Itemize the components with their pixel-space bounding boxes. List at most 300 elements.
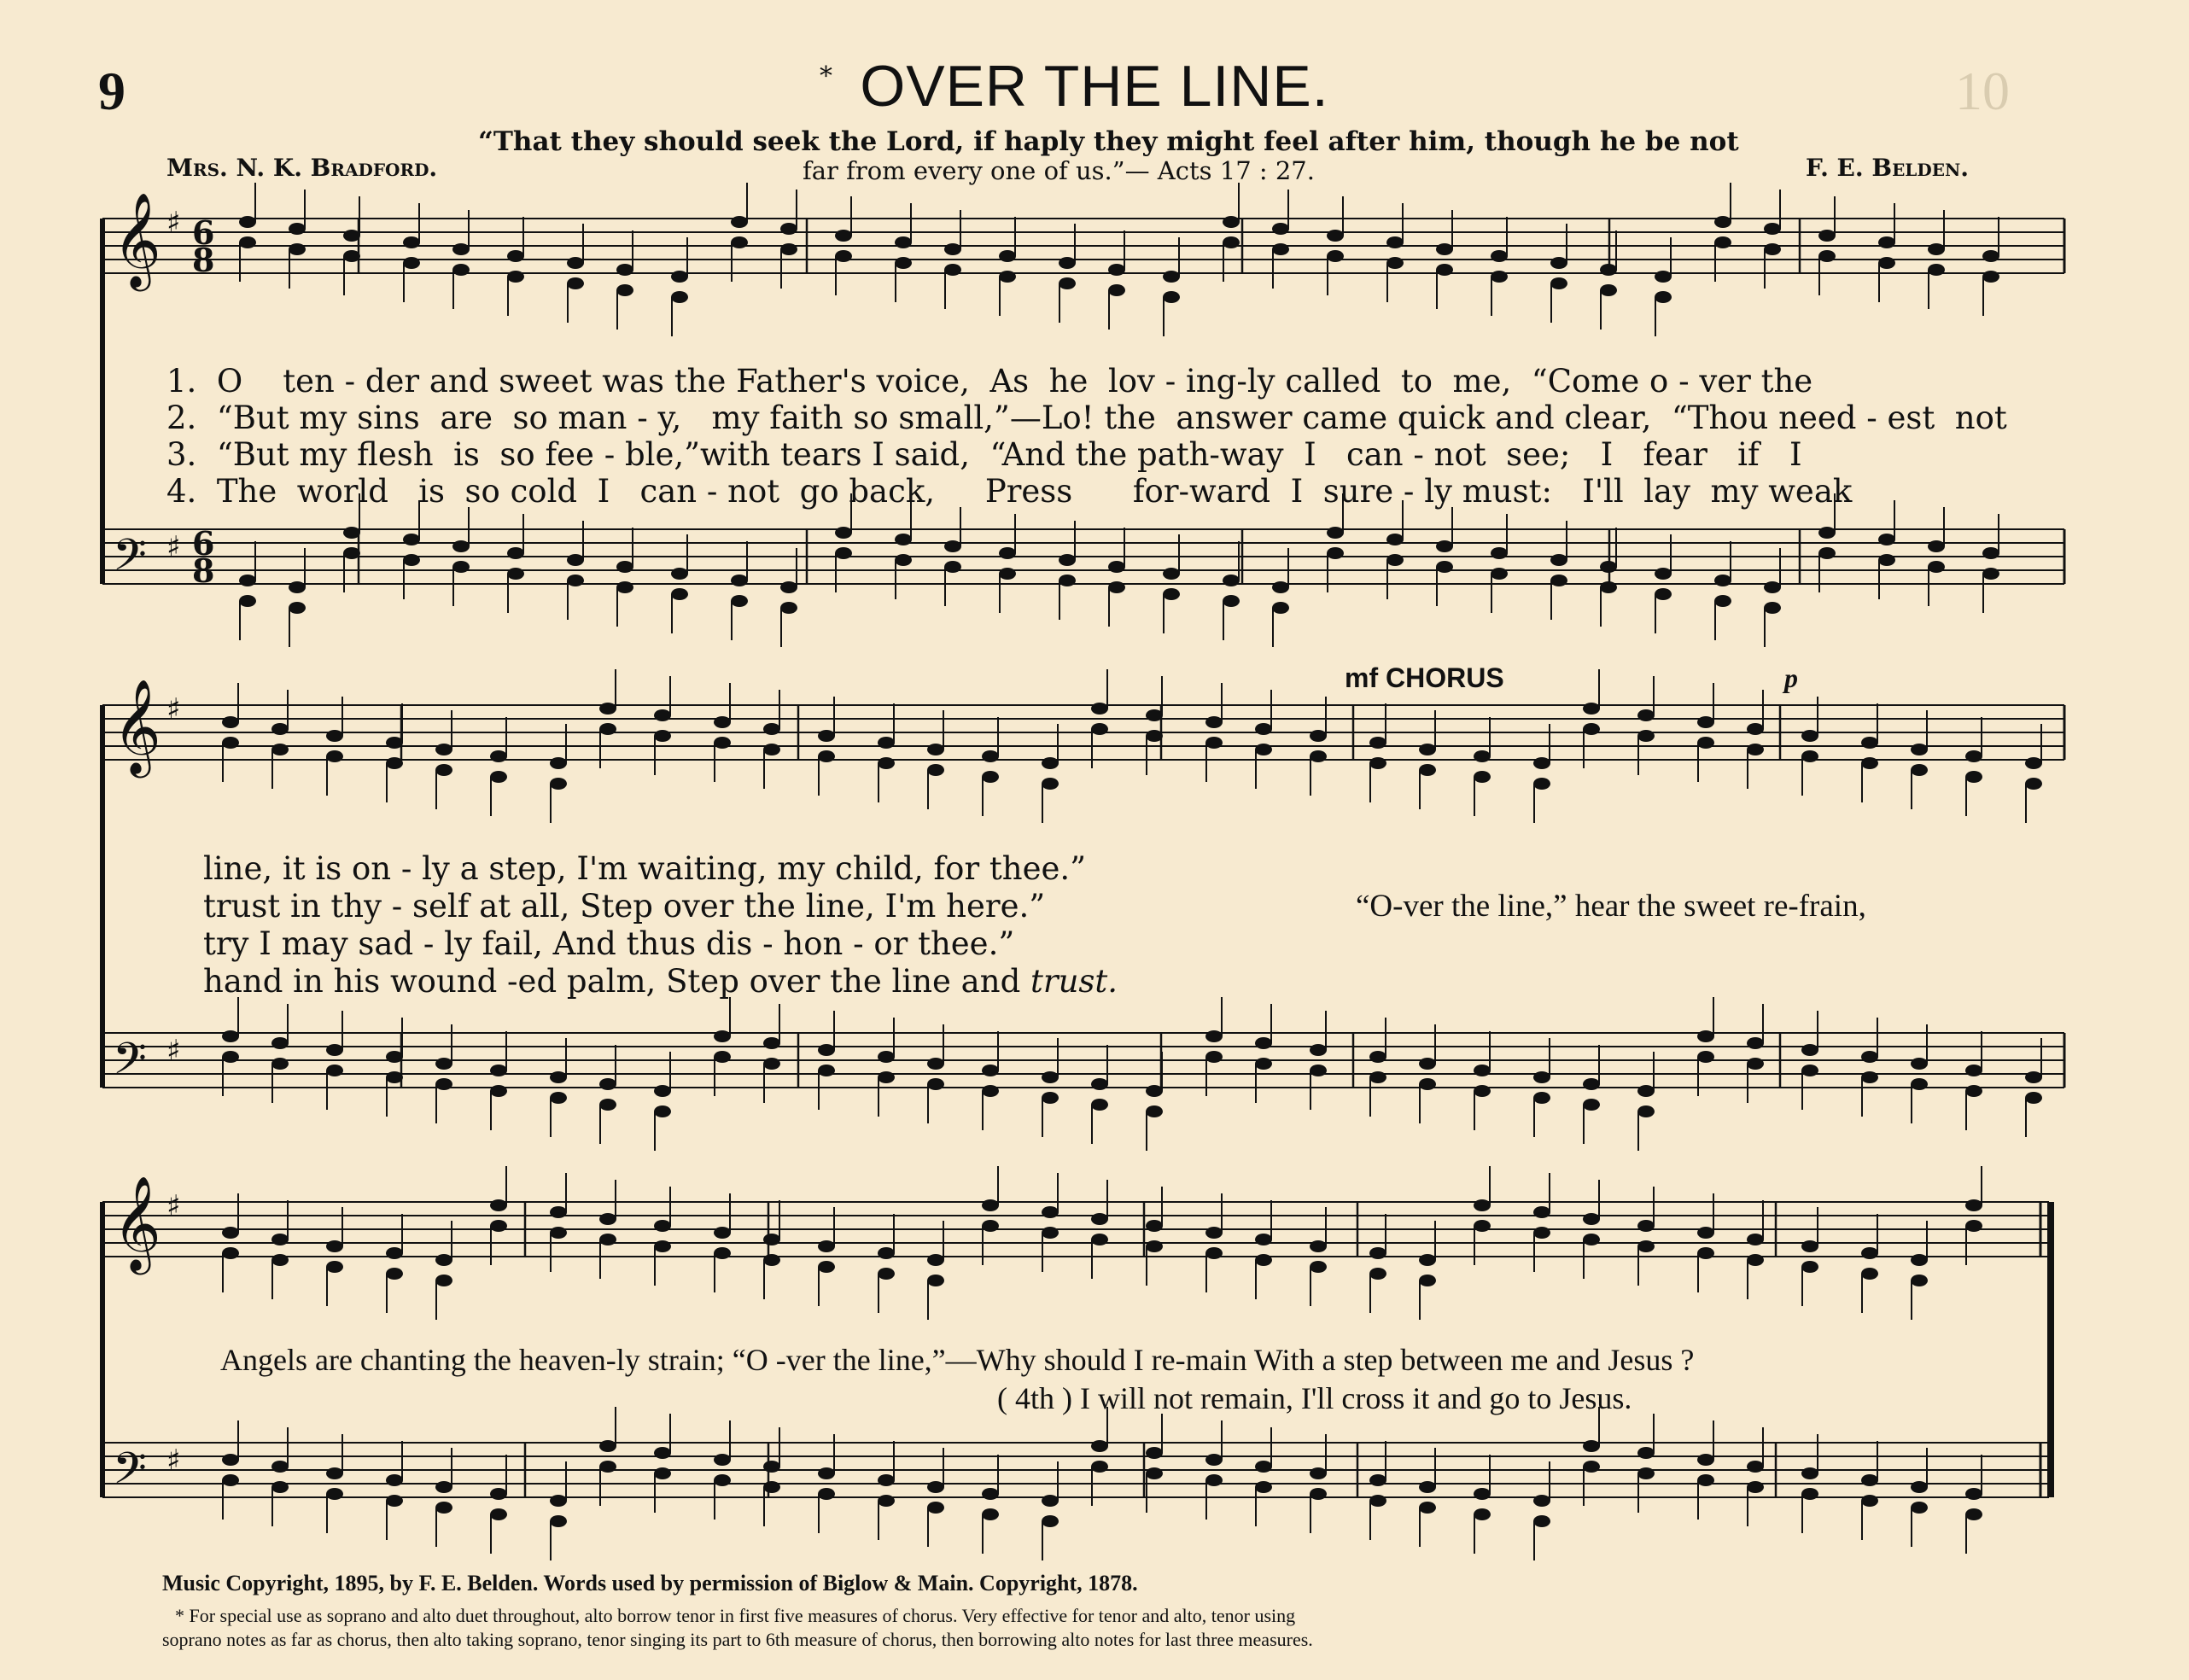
note-head	[1369, 1051, 1386, 1063]
note-head	[490, 1085, 507, 1097]
note-head	[326, 1261, 343, 1273]
note-head	[550, 1227, 567, 1239]
key-signature-sharp: ♯	[166, 530, 181, 564]
note-head	[326, 1467, 343, 1479]
note-head	[1965, 1085, 1982, 1097]
key-signature-sharp: ♯	[166, 1444, 181, 1478]
epigraph-line-1: “That they should seek the Lord, if haply they might feel after him, though he be not	[478, 126, 1739, 157]
copyright-notice: Music Copyright, 1895, by F. E. Belden. Words used by permission of Biglow & Main. Copyright, 1878.	[162, 1571, 1138, 1595]
note-head	[1059, 554, 1076, 566]
note-head	[780, 243, 797, 255]
note-head	[1600, 264, 1617, 276]
note-head	[714, 1474, 731, 1486]
note-head	[386, 1071, 403, 1083]
note-head	[1747, 1234, 1764, 1245]
note-head	[1310, 1467, 1327, 1479]
note-head	[271, 723, 289, 735]
note-head	[1550, 575, 1567, 586]
note-head	[1205, 1474, 1223, 1486]
note-head	[222, 1474, 239, 1486]
note-head	[1764, 602, 1781, 614]
note-head	[1474, 771, 1491, 783]
note-head	[1091, 1461, 1108, 1473]
note-head	[780, 581, 797, 593]
note-head	[1369, 1071, 1386, 1083]
note-head	[2025, 1092, 2042, 1104]
note-head	[550, 1071, 567, 1083]
note-head	[1861, 1051, 1878, 1063]
note-head	[1861, 1071, 1878, 1083]
note-head	[1697, 737, 1714, 749]
verse-2-line-2: trust in thy - self at all, Step over the line, I'm here.”	[203, 888, 1046, 925]
note-head	[1108, 284, 1125, 296]
treble-clef: 𝄞	[113, 678, 161, 774]
note-head	[1255, 1461, 1272, 1473]
note-head	[1386, 257, 1404, 269]
note-head	[654, 1467, 671, 1479]
italic-word: trust.	[1030, 963, 1118, 1000]
note-head	[1255, 1254, 1272, 1266]
note-head	[1310, 1044, 1327, 1056]
note-head	[927, 1254, 944, 1266]
note-head	[1637, 1467, 1655, 1479]
note-head	[1747, 1037, 1764, 1049]
verse-1-line-1	[166, 363, 2045, 400]
note-head	[1764, 223, 1781, 235]
note-head	[490, 1199, 507, 1211]
note-head	[403, 236, 420, 248]
note-head	[1637, 1220, 1655, 1232]
note-head	[1911, 1058, 1928, 1070]
note-head	[239, 216, 256, 228]
note-head	[1911, 1078, 1928, 1090]
note-head	[386, 1051, 403, 1063]
time-signature-top: 6	[192, 524, 215, 563]
note-head	[490, 771, 507, 783]
bleed-through-page-number: 10	[1955, 61, 2010, 121]
verse-number: 1.	[166, 363, 197, 400]
note-head	[289, 243, 306, 255]
note-head	[1714, 595, 1731, 607]
note-head	[878, 1268, 895, 1280]
note-head	[1697, 1474, 1714, 1486]
note-head	[567, 554, 584, 566]
note-head	[1327, 527, 1344, 539]
note-head	[1491, 250, 1508, 262]
note-head	[1474, 750, 1491, 762]
note-head	[452, 540, 470, 552]
note-head	[654, 709, 671, 721]
note-head	[999, 271, 1016, 283]
verse-text: “But my sins are so man - y, my faith so small,”—Lo! the answer came quick and clear, “Thou need - est not	[216, 400, 2007, 436]
note-head	[2025, 778, 2042, 790]
verse-text: The world is so cold I can - not go back, Press for-ward I sure - ly must: I'll lay my weak	[216, 473, 1853, 510]
note-head	[818, 1261, 835, 1273]
note-head	[1042, 1092, 1059, 1104]
note-head	[671, 568, 688, 580]
verse-text: “But my flesh is so fee - ble,”with tears I said, “And the path-way I can - not see; I fear if I	[216, 436, 1802, 473]
note-head	[1369, 737, 1386, 749]
note-head	[1637, 1105, 1655, 1117]
note-head	[818, 1065, 835, 1076]
note-head	[1272, 602, 1289, 614]
note-head	[878, 757, 895, 769]
note-head	[1223, 216, 1240, 228]
note-head	[289, 581, 306, 593]
note-head	[1386, 554, 1404, 566]
note-head	[835, 250, 852, 262]
note-head	[878, 1051, 895, 1063]
note-head	[1163, 588, 1180, 600]
note-head	[1474, 1220, 1491, 1232]
note-head	[1327, 547, 1344, 559]
note-head	[1714, 575, 1731, 586]
note-head	[714, 1454, 731, 1466]
note-head	[1697, 1454, 1714, 1466]
note-head	[1911, 1502, 1928, 1514]
note-head	[326, 1240, 343, 1252]
note-head	[1205, 1030, 1223, 1042]
note-head	[490, 1220, 507, 1232]
note-head	[1146, 1105, 1163, 1117]
note-head	[1042, 1227, 1059, 1239]
note-head	[507, 271, 524, 283]
chorus-refrain: “O-ver the line,” hear the sweet re-frain,	[1356, 889, 1866, 924]
note-head	[1928, 561, 1945, 573]
verse-number: 3.	[166, 436, 197, 473]
note-head	[1419, 744, 1436, 755]
note-head	[1583, 1461, 1600, 1473]
note-head	[1583, 723, 1600, 735]
note-head	[1419, 1275, 1436, 1286]
note-head	[1163, 291, 1180, 303]
note-head	[599, 1440, 616, 1452]
note-head	[1801, 1261, 1818, 1273]
note-head	[599, 723, 616, 735]
note-head	[654, 1105, 671, 1117]
note-head	[731, 595, 748, 607]
note-head	[599, 703, 616, 715]
note-head	[386, 1268, 403, 1280]
note-head	[1818, 527, 1836, 539]
note-head	[1146, 1085, 1163, 1097]
note-head	[386, 1474, 403, 1486]
note-head	[1419, 1078, 1436, 1090]
note-head	[763, 1481, 780, 1493]
verse-3-line-2: try I may sad - ly fail, And thus dis - hon - or thee.”	[203, 925, 1015, 962]
note-head	[1583, 1234, 1600, 1245]
note-head	[1583, 1078, 1600, 1090]
note-head	[1600, 561, 1617, 573]
note-head	[1583, 703, 1600, 715]
note-head	[1272, 581, 1289, 593]
note-head	[1818, 547, 1836, 559]
note-head	[1533, 1206, 1550, 1218]
note-head	[1436, 540, 1453, 552]
note-head	[763, 744, 780, 755]
note-head	[1637, 1240, 1655, 1252]
note-head	[1583, 1213, 1600, 1225]
treble-clef: 𝄞	[113, 1175, 161, 1271]
note-head	[403, 257, 420, 269]
note-head	[714, 1227, 731, 1239]
note-head	[1255, 1481, 1272, 1493]
page-number: 9	[98, 61, 126, 121]
hymn-title: OVER THE LINE.	[860, 54, 1329, 119]
note-head	[1369, 1247, 1386, 1259]
note-head	[1091, 1440, 1108, 1452]
note-head	[435, 1502, 452, 1514]
note-head	[550, 1206, 567, 1218]
note-head	[1533, 1515, 1550, 1527]
note-head	[507, 568, 524, 580]
note-head	[1801, 1467, 1818, 1479]
note-head	[271, 1037, 289, 1049]
note-head	[1801, 730, 1818, 742]
note-head	[326, 1044, 343, 1056]
note-head	[1747, 1461, 1764, 1473]
note-head	[999, 250, 1016, 262]
note-head	[671, 271, 688, 283]
note-head	[1911, 1275, 1928, 1286]
note-head	[386, 1495, 403, 1507]
note-head	[386, 737, 403, 749]
note-head	[1255, 1037, 1272, 1049]
note-head	[490, 750, 507, 762]
note-head	[878, 1495, 895, 1507]
key-signature-sharp: ♯	[166, 1189, 181, 1223]
note-head	[1583, 1099, 1600, 1111]
note-head	[731, 236, 748, 248]
note-head	[1747, 723, 1764, 735]
note-head	[222, 1227, 239, 1239]
note-head	[1533, 1071, 1550, 1083]
note-head	[567, 575, 584, 586]
note-head	[1205, 737, 1223, 749]
epigraph-line-2: far from every one of us.”— Acts 17 : 27.	[803, 156, 1315, 185]
note-head	[326, 1488, 343, 1500]
note-head	[671, 588, 688, 600]
note-head	[731, 575, 748, 586]
composer-credit: F. E. Belden.	[1806, 154, 1969, 182]
note-head	[599, 1234, 616, 1245]
note-head	[763, 1254, 780, 1266]
note-head	[435, 1481, 452, 1493]
note-head	[999, 547, 1016, 559]
note-head	[550, 1092, 567, 1104]
note-head	[239, 236, 256, 248]
note-head	[222, 1051, 239, 1063]
note-head	[1764, 243, 1781, 255]
note-head	[1491, 568, 1508, 580]
note-head	[1697, 716, 1714, 728]
verse-text: hand in his wound -ed palm, Step over the line and	[203, 963, 1021, 1000]
note-head	[1310, 1488, 1327, 1500]
note-head	[1491, 547, 1508, 559]
note-head	[895, 534, 912, 545]
note-head	[1697, 1247, 1714, 1259]
note-head	[818, 1488, 835, 1500]
note-head	[490, 1508, 507, 1520]
note-head	[1861, 1247, 1878, 1259]
note-head	[671, 291, 688, 303]
note-head	[1550, 257, 1567, 269]
note-head	[1310, 1240, 1327, 1252]
note-head	[982, 1199, 999, 1211]
note-head	[780, 602, 797, 614]
note-head	[1928, 540, 1945, 552]
note-head	[1637, 730, 1655, 742]
note-head	[835, 547, 852, 559]
note-head	[239, 575, 256, 586]
note-head	[326, 730, 343, 742]
note-head	[1965, 1220, 1982, 1232]
note-head	[1205, 1454, 1223, 1466]
note-head	[550, 1495, 567, 1507]
note-head	[982, 750, 999, 762]
note-head	[1533, 1092, 1550, 1104]
note-head	[1878, 236, 1895, 248]
note-head	[1272, 223, 1289, 235]
note-head	[1091, 1099, 1108, 1111]
note-head	[1714, 216, 1731, 228]
note-head	[343, 230, 360, 242]
note-head	[654, 1220, 671, 1232]
note-head	[654, 730, 671, 742]
note-head	[1369, 757, 1386, 769]
note-head	[271, 744, 289, 755]
verse-4-line-2	[203, 963, 1118, 1000]
note-head	[326, 1065, 343, 1076]
dynamic-piano: p	[1784, 662, 1798, 693]
note-head	[435, 1078, 452, 1090]
note-head	[1091, 1213, 1108, 1225]
note-head	[895, 554, 912, 566]
note-head	[1747, 1481, 1764, 1493]
note-head	[343, 527, 360, 539]
note-head	[550, 1515, 567, 1527]
note-head	[452, 243, 470, 255]
note-head	[452, 561, 470, 573]
note-head	[1163, 568, 1180, 580]
note-head	[1436, 561, 1453, 573]
note-head	[599, 1461, 616, 1473]
note-head	[1205, 1227, 1223, 1239]
note-head	[1091, 703, 1108, 715]
note-head	[1419, 1058, 1436, 1070]
note-head	[927, 1058, 944, 1070]
verse-text: O ten - der and sweet was the Father's voice, As he lov - ing-ly called to me, “Come o - ver the	[216, 363, 1813, 400]
note-head	[1583, 1440, 1600, 1452]
note-head	[763, 1037, 780, 1049]
verse-3-line-1	[166, 436, 2045, 473]
note-head	[1801, 1065, 1818, 1076]
note-head	[1255, 723, 1272, 735]
note-head	[490, 1065, 507, 1076]
note-head	[222, 737, 239, 749]
note-head	[982, 1065, 999, 1076]
note-head	[714, 1247, 731, 1259]
note-head	[1928, 264, 1945, 276]
note-head	[1163, 271, 1180, 283]
note-head	[927, 744, 944, 755]
note-head	[1911, 1254, 1928, 1266]
title-footnote-marker: *	[820, 61, 832, 91]
note-head	[616, 284, 633, 296]
note-head	[714, 1051, 731, 1063]
note-head	[1474, 1065, 1491, 1076]
note-head	[1655, 271, 1672, 283]
note-head	[1600, 284, 1617, 296]
note-head	[403, 534, 420, 545]
key-signature-sharp: ♯	[166, 692, 181, 726]
note-head	[1637, 1085, 1655, 1097]
note-head	[343, 250, 360, 262]
note-head	[1419, 1254, 1436, 1266]
verse-number: 2.	[166, 400, 197, 436]
note-head	[1965, 1488, 1982, 1500]
note-head	[2025, 757, 2042, 769]
note-head	[1637, 1447, 1655, 1459]
note-head	[271, 1254, 289, 1266]
note-head	[818, 730, 835, 742]
note-head	[835, 527, 852, 539]
note-head	[490, 1488, 507, 1500]
note-head	[780, 223, 797, 235]
note-head	[1042, 1495, 1059, 1507]
note-head	[1801, 1488, 1818, 1500]
note-head	[763, 723, 780, 735]
note-head	[927, 764, 944, 776]
note-head	[895, 236, 912, 248]
note-head	[386, 757, 403, 769]
note-head	[927, 1275, 944, 1286]
verse-4-line-1	[166, 473, 2045, 510]
note-head	[1146, 1467, 1163, 1479]
note-head	[1205, 716, 1223, 728]
note-head	[1255, 1058, 1272, 1070]
note-head	[599, 1213, 616, 1225]
note-head	[289, 602, 306, 614]
note-head	[435, 1275, 452, 1286]
note-head	[982, 1488, 999, 1500]
note-head	[1310, 1261, 1327, 1273]
performance-note-1: * For special use as soprano and alto duet throughout, alto borrow tenor in first five measures of chorus. Very effective for tenor and alto, tenor using	[175, 1605, 1296, 1626]
note-head	[927, 1078, 944, 1090]
note-head	[271, 1058, 289, 1070]
note-head	[1801, 1240, 1818, 1252]
note-head	[1911, 1481, 1928, 1493]
note-head	[1369, 1474, 1386, 1486]
note-head	[1982, 250, 1999, 262]
note-head	[1533, 1495, 1550, 1507]
note-head	[1474, 1508, 1491, 1520]
note-head	[1059, 575, 1076, 586]
note-head	[452, 264, 470, 276]
note-head	[927, 1481, 944, 1493]
note-head	[835, 230, 852, 242]
note-head	[1059, 257, 1076, 269]
bass-clef: 𝄢	[113, 1032, 147, 1095]
note-head	[982, 1085, 999, 1097]
note-head	[1386, 236, 1404, 248]
note-head	[1146, 709, 1163, 721]
note-head	[1965, 1199, 1982, 1211]
note-head	[1474, 1085, 1491, 1097]
note-head	[878, 737, 895, 749]
note-head	[403, 554, 420, 566]
note-head	[1861, 737, 1878, 749]
